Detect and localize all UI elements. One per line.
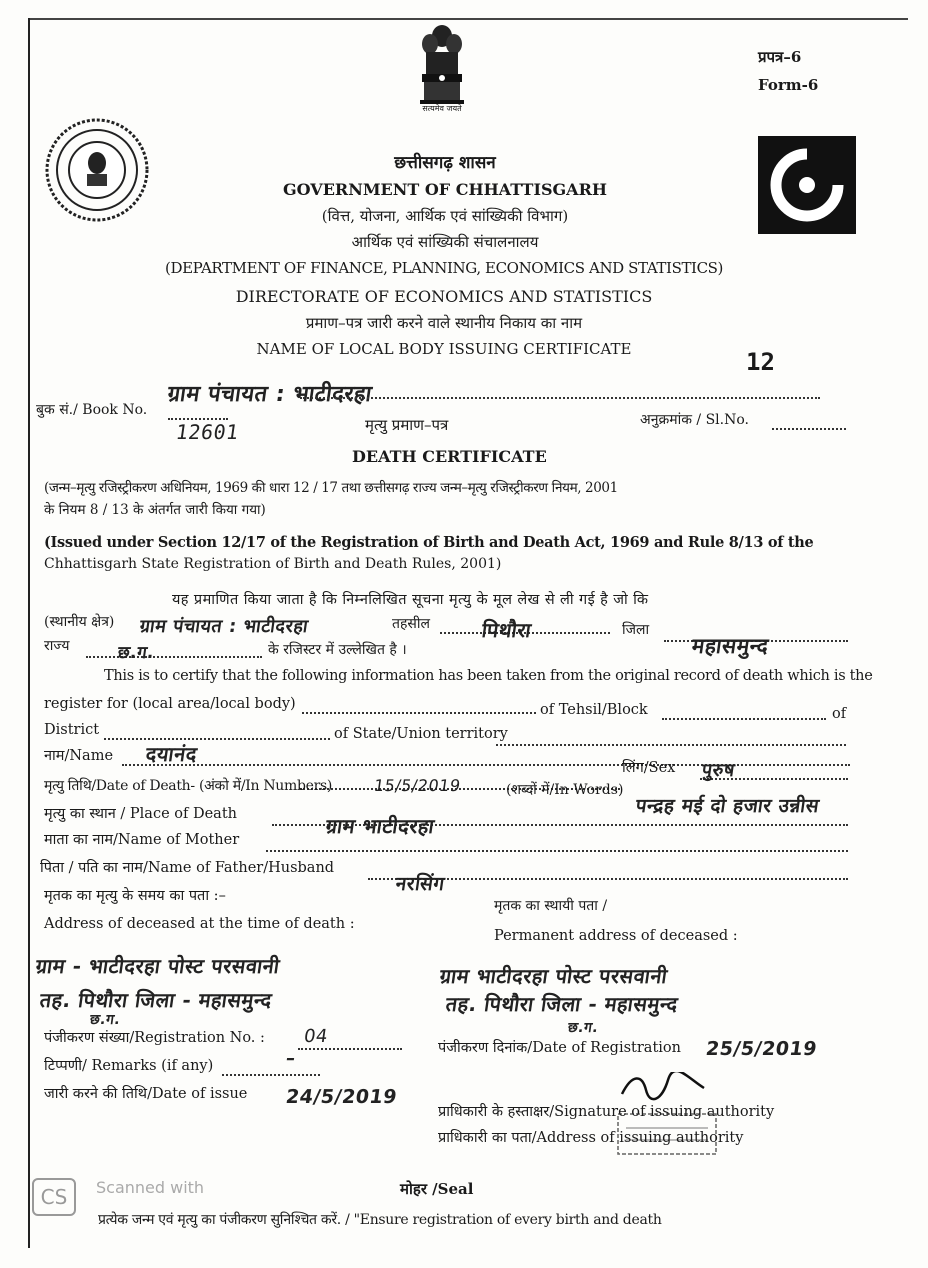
certify-en-register: register for (local area/local body): [44, 696, 296, 712]
reg-date-label: पंजीकरण दिनांक/Date of Registration: [438, 1040, 681, 1056]
certify-hi-district: जिला: [622, 622, 650, 638]
reg-number-value: 04: [302, 1026, 330, 1047]
border-left: [28, 18, 30, 1248]
sex-label: लिंग/Sex: [622, 760, 676, 776]
emblem-motto: सत्यमेव जयते: [422, 104, 462, 113]
dod-label: मृत्यु तिथि/Date of Death- (अंको में/In Numbers): [44, 778, 333, 794]
legal-hi-line1: (जन्म–मृत्यु रजिस्ट्रीकरण अधिनियम, 1969 की धारा 12 / 17 तथा छत्तीसगढ़ राज्य जन्म–मृत्यु रजिस्ट्रीकरण नियम, 2001: [44, 480, 618, 496]
dod-words-label: (शब्दों में/In Words): [506, 782, 624, 798]
local-body-handwritten: ग्राम पंचायत : भाटीदरहा: [166, 382, 374, 407]
permanent-address-label-hi: मृतक का स्थायी पता /: [494, 898, 608, 914]
ensure-registration-text: प्रत्येक जन्म एवं मृत्यु का पंजीकरण सुनिश्चित करें. / "Ensure registration of every birth and death: [98, 1212, 662, 1228]
serial-stamp: 12: [746, 348, 775, 376]
name-value: दयानंद: [144, 742, 199, 766]
state-handwritten: छ.ग.: [116, 643, 156, 663]
legal-hi-line2: के नियम 8 / 13 के अंतर्गत जारी किया गया): [44, 502, 266, 518]
reg-date-value: 25/5/2019: [704, 1038, 819, 1060]
serial-number-label: अनुक्रमांक / Sl.No.: [640, 412, 749, 428]
state-seal-icon: [38, 118, 156, 222]
place-value: ग्राम भाटीदरहा: [324, 814, 437, 838]
tehsil-handwritten: पिथौरा: [480, 618, 533, 642]
local-area-handwritten: ग्राम पंचायत : भाटीदरहा: [138, 616, 310, 637]
book-number-value: 12601: [174, 420, 241, 444]
remarks-value: –: [284, 1048, 297, 1069]
certify-en-of: of: [832, 706, 847, 722]
mother-label: माता का नाम/Name of Mother: [44, 832, 240, 848]
certify-hi-local: (स्थानीय क्षेत्र): [44, 614, 115, 630]
scanner-badge-icon: CS: [32, 1178, 76, 1216]
title-hi: मृत्यु प्रमाण–पत्र: [365, 416, 449, 434]
address-line2: तह. पिथौरा जिला - महासमुन्द: [38, 988, 274, 1012]
dod-numbers-value: 15/5/2019: [372, 776, 462, 795]
certify-hi-tehsil: तहसील: [392, 616, 430, 632]
directorate-logo-icon: [758, 136, 856, 234]
certify-en-district: District: [44, 722, 100, 738]
permanent-address-label-en: Permanent address of deceased :: [494, 928, 738, 944]
book-number-label: बुक सं./ Book No.: [36, 402, 148, 418]
district-handwritten: महासमुन्द: [690, 634, 771, 658]
official-stamp-icon: [612, 1110, 722, 1160]
issue-date-value: 24/5/2019: [284, 1086, 399, 1108]
scanner-watermark: Scanned with: [96, 1178, 205, 1197]
address-label-hi: मृतक का मृत्यु के समय का पता :–: [44, 888, 226, 904]
name-label: नाम/Name: [44, 748, 114, 764]
authority-address-label: प्राधिकारी का पता/Address of issuing authority: [438, 1130, 744, 1146]
permanent-address-line2: तह. पिथौरा जिला - महासमुन्द: [444, 992, 680, 1016]
address-label-en: Address of deceased at the time of death :: [44, 916, 355, 932]
seal-label: मोहर /Seal: [400, 1180, 474, 1198]
certify-en-state: of State/Union territory: [334, 726, 508, 742]
gov-title-en: GOVERNMENT OF CHHATTISGARH: [282, 180, 607, 199]
dod-words-value: पन्द्रह मई दो हजार उन्नीस: [634, 795, 821, 817]
legal-en-line1: (Issued under Section 12/17 of the Registration of Birth and Death Act, 1969 and Rule 8/13 of the: [44, 534, 814, 551]
certify-hi-state: राज्य: [44, 638, 70, 654]
certify-en-tehsil: of Tehsil/Block: [540, 702, 648, 718]
department-hi: (वित्त, योजना, आर्थिक एवं सांख्यिकी विभाग): [321, 207, 569, 225]
father-value: नरसिंग: [394, 873, 447, 895]
local-body-hi: प्रमाण–पत्र जारी करने वाले स्थानीय निकाय का नाम: [305, 314, 583, 332]
address-line1: ग्राम - भाटीदरहा पोस्ट परसवानी: [34, 954, 282, 978]
signature-label: प्राधिकारी के हस्ताक्षर/Signature of issuing authority: [438, 1104, 775, 1120]
legal-en-line2: Chhattisgarh State Registration of Birth and Death Rules, 2001): [44, 556, 502, 572]
form-number-en: Form-6: [758, 76, 819, 94]
gov-title-hi: छत्तीसगढ़ शासन: [394, 153, 496, 173]
reg-number-label: पंजीकरण संख्या/Registration No. :: [44, 1030, 265, 1046]
certify-hi-line1: यह प्रमाणित किया जाता है कि निम्नलिखित सूचना मृत्यु के मूल लेख से ली गई है जो कि: [172, 592, 649, 608]
title-en: DEATH CERTIFICATE: [352, 447, 547, 466]
directorate-en: DIRECTORATE OF ECONOMICS AND STATISTICS: [235, 287, 653, 306]
department-en: (DEPARTMENT OF FINANCE, PLANNING, ECONOMICS AND STATISTICS): [165, 259, 723, 277]
permanent-address-line1: ग्राम भाटीदरहा पोस्ट परसवानी: [438, 964, 670, 988]
certify-hi-register: के रजिस्टर में उल्लेखित है ।: [268, 642, 407, 658]
address-line3: छ.ग.: [88, 1012, 122, 1028]
remarks-label: टिप्पणी/ Remarks (if any): [44, 1058, 214, 1074]
sex-value: पुरुष: [700, 760, 737, 781]
place-label: मृत्यु का स्थान / Place of Death: [44, 806, 237, 822]
local-body-en: NAME OF LOCAL BODY ISSUING CERTIFICATE: [256, 340, 632, 358]
form-number-hi: प्रपत्र–6: [758, 48, 802, 66]
certify-en-line1: This is to certify that the following information has been taken from the original record of death which is the: [104, 668, 873, 684]
directorate-hi: आर्थिक एवं सांख्यिकी संचालनालय: [351, 233, 539, 251]
issue-date-label: जारी करने की तिथि/Date of issue: [44, 1086, 248, 1102]
permanent-address-line3: छ.ग.: [566, 1020, 600, 1036]
authority-signature-icon: [618, 1072, 708, 1102]
border-top: [28, 18, 908, 20]
father-label: पिता / पति का नाम/Name of Father/Husband: [40, 860, 335, 876]
